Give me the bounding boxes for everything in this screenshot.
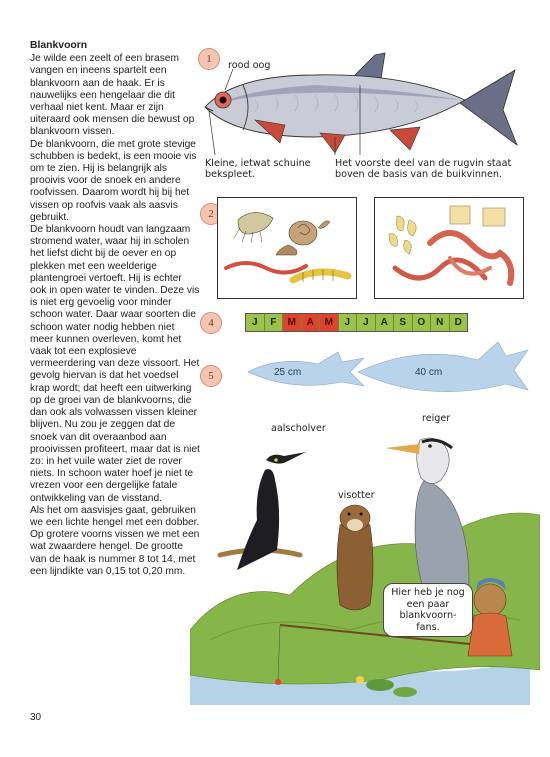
label-red-eye: rood oog (228, 60, 271, 71)
month-cell: J (339, 314, 358, 331)
month-cell: N (431, 314, 450, 331)
month-cell: F (265, 314, 284, 331)
month-cell: A (376, 314, 395, 331)
fish-size-large: 40 cm (415, 367, 443, 378)
bait-worms-illustration (375, 198, 523, 298)
figure-badge-2: 2 (200, 203, 222, 225)
bait-animals-illustration (218, 198, 356, 298)
roach-fish-illustration (195, 45, 535, 160)
article-paragraph: Je wilde een zeelt of een brasem vangen en ineens spartelt een blankvoorn aan de haak. Er is nauwelijks een hengelaar die dit verhaal niet kent. Maar er zijn uiteraard ook mensen die bewust op blankvoorn vissen. (30, 53, 195, 138)
speech-bubble: Hier heb je nog een paar blankvoorn-fans. (383, 583, 473, 637)
label-dorsal-fin: Het voorste deel van de rugvin staat boven de basis van de buikvinnen. (335, 158, 512, 180)
figure-badge-4: 4 (200, 312, 222, 334)
article-paragraph: De blankvoorn houdt van langzaam stromend water, waar hij in scholen het liefst dicht bij de oever en op plekken met een weelderige plantengroei vertoeft. Hij is echter ook in open water te vinden. Deze vis is niet erg gevoelig voor minder schoon water. Daar waar soorten die schoon water nodig hebben niet meer kunnen overleven, komt het vaak tot een explosieve vermeerdering van deze vissoort. Het gevolg hiervan is dat het voedsel krap wordt; dat heeft een uitwerking op de groei van de blankvoorns, die dan ook als volwassen vissen kleiner blijven. Nu zou je zeggen dat de snoek van dit overaanbod aan prooivissen profiteert, maar dat is niet zo: in het vuile water ziet de rover niets. In schoon water hoef je niet te vrezen voor een dergelijke fatale ontwikkeling van de visstand. (30, 224, 200, 504)
bait-box-animals (217, 197, 357, 299)
month-cell: M (283, 314, 302, 331)
article-paragraph: Als het om aasvisjes gaat, gebruiken we een lichte hengel met een dobber. Op grotere voorns vissen we met een wat zwaardere hengel. De grootte van de haak is nummer 8 tot 14, met een lijndikte van 0,15 tot 0,20 mm. (30, 504, 200, 577)
label-mouth: Kleine, ietwat schuine bekspleet. (205, 158, 311, 180)
figure-badge-1: 1 (198, 48, 220, 70)
month-cell: S (394, 314, 413, 331)
month-cell: D (450, 314, 468, 331)
month-cell: A (302, 314, 321, 331)
month-cell: M (320, 314, 339, 331)
month-cell: J (357, 314, 376, 331)
fish-size-small: 25 cm (274, 367, 302, 378)
wildlife-scene-illustration (190, 430, 540, 705)
figure-badge-5: 5 (200, 365, 222, 387)
month-cell: O (413, 314, 432, 331)
label-heron: reiger (422, 413, 451, 424)
page-number: 30 (30, 712, 42, 723)
article-column (30, 40, 200, 578)
label-cormorant: aalscholver (271, 423, 326, 434)
month-cell: J (246, 314, 265, 331)
label-otter: visotter (338, 490, 375, 501)
bait-box-worms (374, 197, 524, 299)
article-paragraph: De blankvoorn, die met grote stevige schubben is bedekt, is een mooie vis om te zien. Hij is belangrijk als prooivis voor de snoek en andere roofvissen. Daarom wordt hij bij het vissen op roofvis vaak als aasvis gebruikt. (30, 138, 197, 223)
article-title: Blankvoorn (30, 40, 88, 51)
season-month-strip (245, 313, 468, 332)
